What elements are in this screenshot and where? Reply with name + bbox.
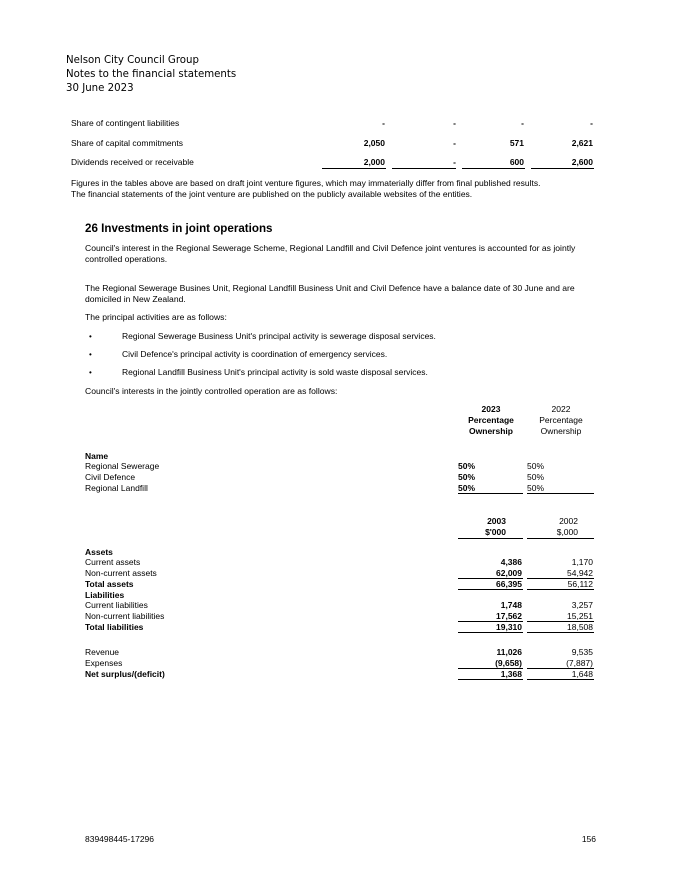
table-row-label: Revenue — [85, 647, 120, 657]
table-row-label: Share of capital commitments — [71, 138, 183, 148]
principal-activities-intro: The principal activities are as follows: — [85, 312, 227, 322]
header-doc-title: Notes to the financial statements — [66, 69, 237, 80]
column-header: Percentage — [468, 415, 514, 425]
ownership-2023: 50% — [458, 461, 476, 471]
total-underline — [531, 168, 594, 169]
page-number: 156 — [581, 834, 596, 844]
table-row-label: Share of contingent liabilities — [71, 118, 180, 128]
value-2023: 4,386 — [500, 557, 522, 567]
table-row-label: Total assets — [85, 579, 134, 589]
table-cell: - — [590, 118, 593, 128]
total-underline — [458, 589, 523, 590]
total-underline — [458, 632, 523, 633]
total-underline — [527, 589, 594, 590]
value-2023: 62,009 — [496, 568, 522, 578]
footer-doc-id: 839498445-17296 — [85, 834, 155, 844]
column-header: 2022 — [551, 404, 571, 414]
table-row-label: Current liabilities — [85, 600, 148, 610]
total-underline — [458, 679, 523, 680]
table-row-label: Current assets — [85, 557, 141, 567]
value-2023: 1,368 — [500, 669, 522, 679]
section-heading — [85, 222, 273, 235]
value-2022: 15,251 — [567, 611, 593, 621]
ownership-2023: 50% — [458, 472, 476, 482]
value-2023: 1,748 — [500, 600, 522, 610]
table-cell: 2,621 — [571, 138, 593, 148]
column-underline — [527, 493, 594, 494]
table-row-label: Expenses — [85, 658, 123, 668]
table-cell: 571 — [509, 138, 524, 148]
bullet-icon: • — [89, 350, 92, 359]
list-item: Civil Defence's principal activity is coordination of emergency services. — [122, 349, 388, 359]
table-row-label: Non-current liabilities — [85, 611, 165, 621]
column-header: 2003 — [487, 516, 506, 526]
column-underline — [458, 493, 523, 494]
table-cell: 2,050 — [363, 138, 385, 148]
total-underline — [462, 168, 525, 169]
value-2023: 19,310 — [496, 622, 522, 632]
column-header: 2002 — [559, 516, 578, 526]
table-row-label: Assets — [85, 547, 113, 557]
value-2023: 17,562 — [496, 611, 522, 621]
section-title: Investments in joint operations — [101, 222, 273, 235]
table-cell: - — [453, 157, 456, 167]
value-2022: 1,170 — [571, 557, 593, 567]
value-2022: (7,887) — [566, 658, 593, 668]
list-item: Regional Landfill Business Unit's principal activity is sold waste disposal services. — [122, 367, 428, 377]
table-cell: - — [453, 138, 456, 148]
column-header: 2023 — [481, 404, 501, 414]
ownership-2022: 50% — [527, 472, 545, 482]
column-header: Percentage — [539, 415, 583, 425]
section-intro: Council's interest in the Regional Sewerage Scheme, Regional Landfill and Civil Defence joint ventures is accounted for as jointly controlled operations. — [85, 243, 576, 264]
column-header: $'000 — [485, 527, 506, 537]
bullet-icon: • — [89, 332, 92, 341]
header-org: Nelson City Council Group — [66, 55, 199, 66]
column-header: Ownership — [469, 426, 513, 436]
table-cell: 600 — [509, 157, 524, 167]
value-2022: 18,508 — [567, 622, 593, 632]
ownership-name: Regional Sewerage — [85, 461, 160, 471]
value-2023: (9,658) — [495, 658, 522, 668]
list-item: Regional Sewerage Business Unit's principal activity is sewerage disposal services. — [122, 331, 436, 341]
note-published: The financial statements of the joint venture are published on the publicly available websites of the entities. — [71, 189, 473, 199]
table-row-label: Liabilities — [85, 590, 125, 600]
section-number: 26 — [85, 222, 98, 235]
value-2023: 66,395 — [496, 579, 522, 589]
column-header: $,000 — [556, 527, 578, 537]
table-cell: - — [453, 118, 456, 128]
table-row-label: Net surplus/(deficit) — [85, 669, 165, 679]
ownership-2022: 50% — [527, 461, 545, 471]
header-date: 30 June 2023 — [66, 83, 134, 94]
column-underline — [458, 538, 523, 539]
table-cell: - — [382, 118, 385, 128]
value-2023: 11,026 — [496, 647, 522, 657]
bullet-icon: • — [89, 368, 92, 377]
ownership-name: Regional Landfill — [85, 483, 148, 493]
ownership-2022: 50% — [527, 483, 545, 493]
value-2022: 1,648 — [571, 669, 593, 679]
value-2022: 9,535 — [571, 647, 593, 657]
balance-date-paragraph: The Regional Sewerage Busines Unit, Regional Landfill Business Unit and Civil Defence have a balance date of 30 June and are domiciled in New Zealand. — [85, 283, 575, 304]
table-cell: 2,600 — [571, 157, 593, 167]
ownership-name: Civil Defence — [85, 472, 136, 482]
table-cell: 2,000 — [363, 157, 385, 167]
name-header: Name — [85, 451, 109, 461]
column-header: Ownership — [540, 426, 582, 436]
table-cell: - — [521, 118, 524, 128]
value-2022: 56,112 — [567, 579, 593, 589]
total-underline — [527, 632, 594, 633]
total-underline — [322, 168, 386, 169]
table-row-label: Dividends received or receivable — [71, 157, 194, 167]
value-2022: 3,257 — [571, 600, 593, 610]
value-2022: 54,942 — [567, 568, 593, 578]
total-underline — [527, 679, 594, 680]
interests-intro: Council's interests in the jointly controlled operation are as follows: — [85, 386, 338, 396]
table-row-label: Total liabilities — [85, 622, 144, 632]
table-row-label: Non-current assets — [85, 568, 157, 578]
ownership-2023: 50% — [458, 483, 476, 493]
total-underline — [392, 168, 456, 169]
column-underline — [527, 538, 594, 539]
note-draft-figures: Figures in the tables above are based on draft joint venture figures, which may immaterially differ from final published results. — [71, 178, 541, 188]
